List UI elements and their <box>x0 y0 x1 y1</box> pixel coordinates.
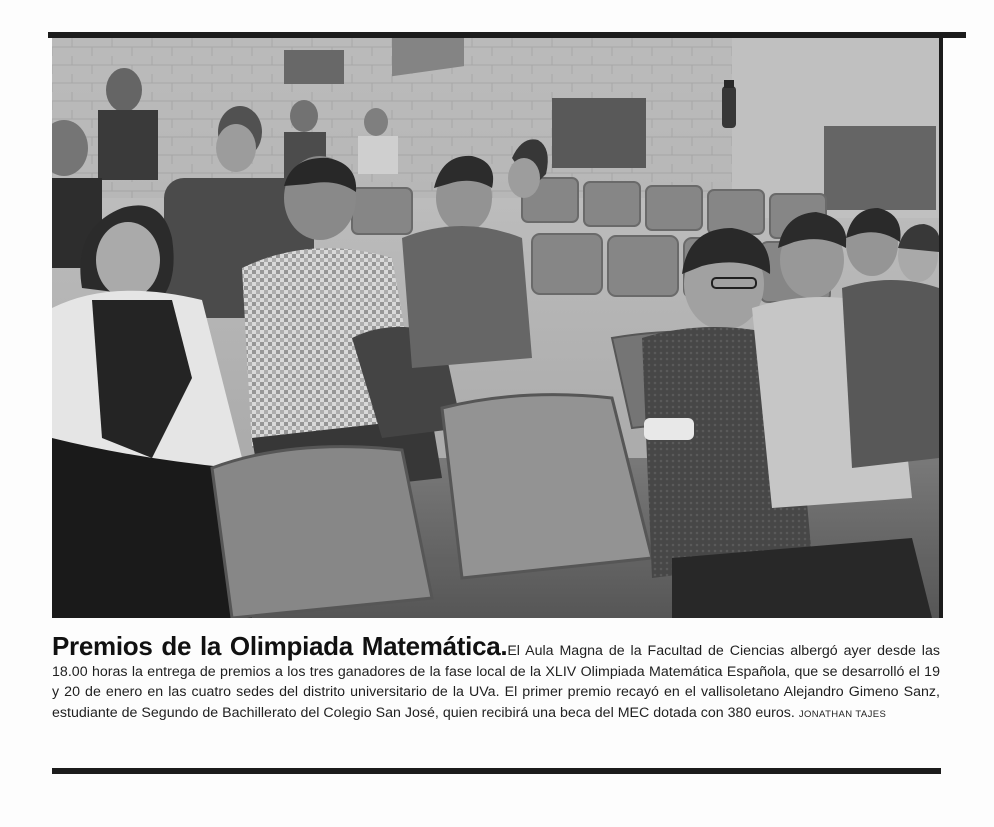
photo-credit: JONATHAN TAJES <box>798 708 887 720</box>
photo-caption <box>52 631 940 725</box>
photo-grain <box>52 38 939 618</box>
bottom-rule <box>52 768 941 774</box>
news-photo <box>52 38 943 618</box>
caption-headline: Premios de la Olimpiada Matemática. <box>52 631 508 661</box>
caption-body: El Aula Magna de la Facultad de Ciencias albergó ayer desde las 18.00 horas la entrega de premios a los tres ganadores de la fase local de la XLIV Olimpiada Matemática Española, que se desarrolló el 19 y 20 de enero en las cuatro sedes del distrito universitario de la UVa. El primer premio recayó en el vallisoletano Alejandro Gimeno Sanz, estudiante de Segundo de Bachillerato del Colegio San José, quien recibirá una beca del MEC dotada con 380 euros. <box>52 643 940 721</box>
photo-illustration <box>52 38 939 618</box>
